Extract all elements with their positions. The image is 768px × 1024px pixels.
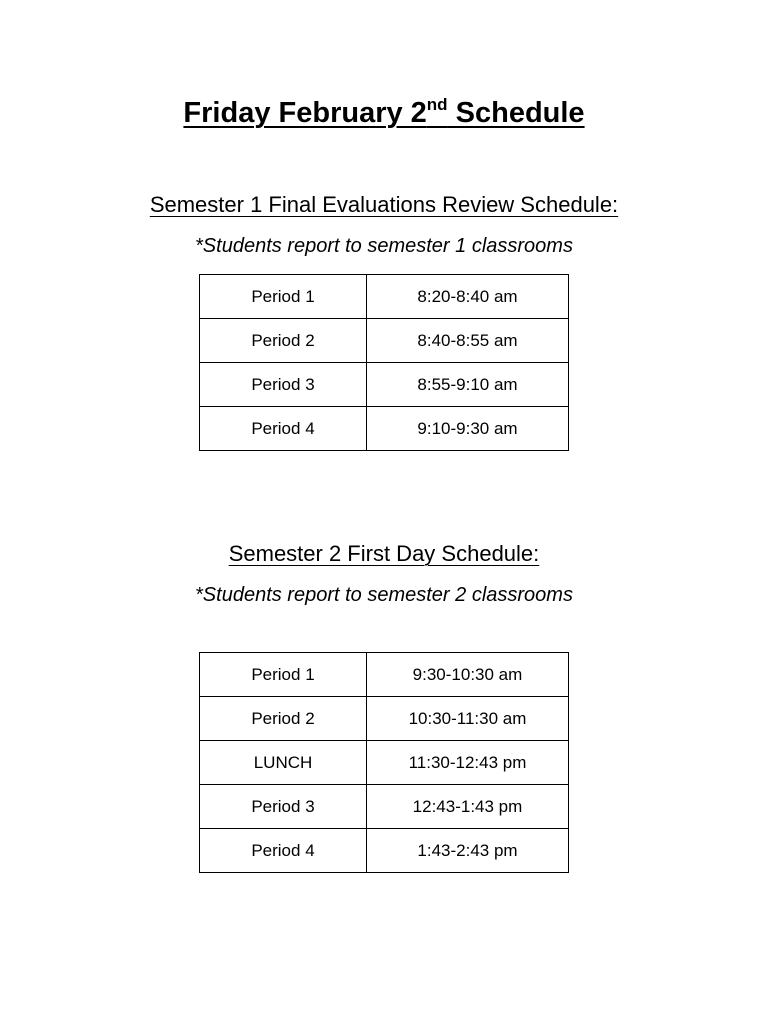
table-row xyxy=(200,741,569,785)
semester-1-heading: Semester 1 Final Evaluations Review Schedule: xyxy=(149,192,619,217)
page-title-prefix: Friday February 2 xyxy=(183,97,427,129)
table-row xyxy=(200,319,569,363)
period-cell: Period 2 xyxy=(200,319,367,363)
time-cell: 8:55-9:10 am xyxy=(367,363,569,407)
period-cell: Period 1 xyxy=(200,275,367,319)
period-cell: Period 4 xyxy=(200,829,367,873)
page-title-suffix: Schedule xyxy=(447,97,585,129)
time-cell: 12:43-1:43 pm xyxy=(367,785,569,829)
period-cell: Period 4 xyxy=(200,407,367,451)
page-title-superscript: nd xyxy=(426,95,448,114)
table-row xyxy=(200,363,569,407)
time-cell: 8:40-8:55 am xyxy=(367,319,569,363)
time-cell: 9:10-9:30 am xyxy=(367,407,569,451)
semester-1-schedule-table xyxy=(199,274,569,451)
table-row xyxy=(200,275,569,319)
table-row xyxy=(200,697,569,741)
page-title-text xyxy=(183,97,584,129)
semester-2-heading: Semester 2 First Day Schedule: xyxy=(228,541,540,566)
table-row xyxy=(200,785,569,829)
time-cell: 9:30-10:30 am xyxy=(367,653,569,697)
table-row xyxy=(200,653,569,697)
period-cell: Period 3 xyxy=(200,785,367,829)
time-cell: 8:20-8:40 am xyxy=(367,275,569,319)
period-cell: Period 2 xyxy=(200,697,367,741)
semester-2-schedule-table xyxy=(199,652,569,873)
table-row xyxy=(200,829,569,873)
semester-1-note: *Students report to semester 1 classrooms xyxy=(195,235,573,257)
time-cell: 10:30-11:30 am xyxy=(367,697,569,741)
period-cell: Period 3 xyxy=(200,363,367,407)
period-cell: LUNCH xyxy=(200,741,367,785)
semester-2-note: *Students report to semester 2 classrooms xyxy=(195,584,573,606)
time-cell: 11:30-12:43 pm xyxy=(367,741,569,785)
page-title xyxy=(0,94,768,132)
table-row xyxy=(200,407,569,451)
period-cell: Period 1 xyxy=(200,653,367,697)
time-cell: 1:43-2:43 pm xyxy=(367,829,569,873)
